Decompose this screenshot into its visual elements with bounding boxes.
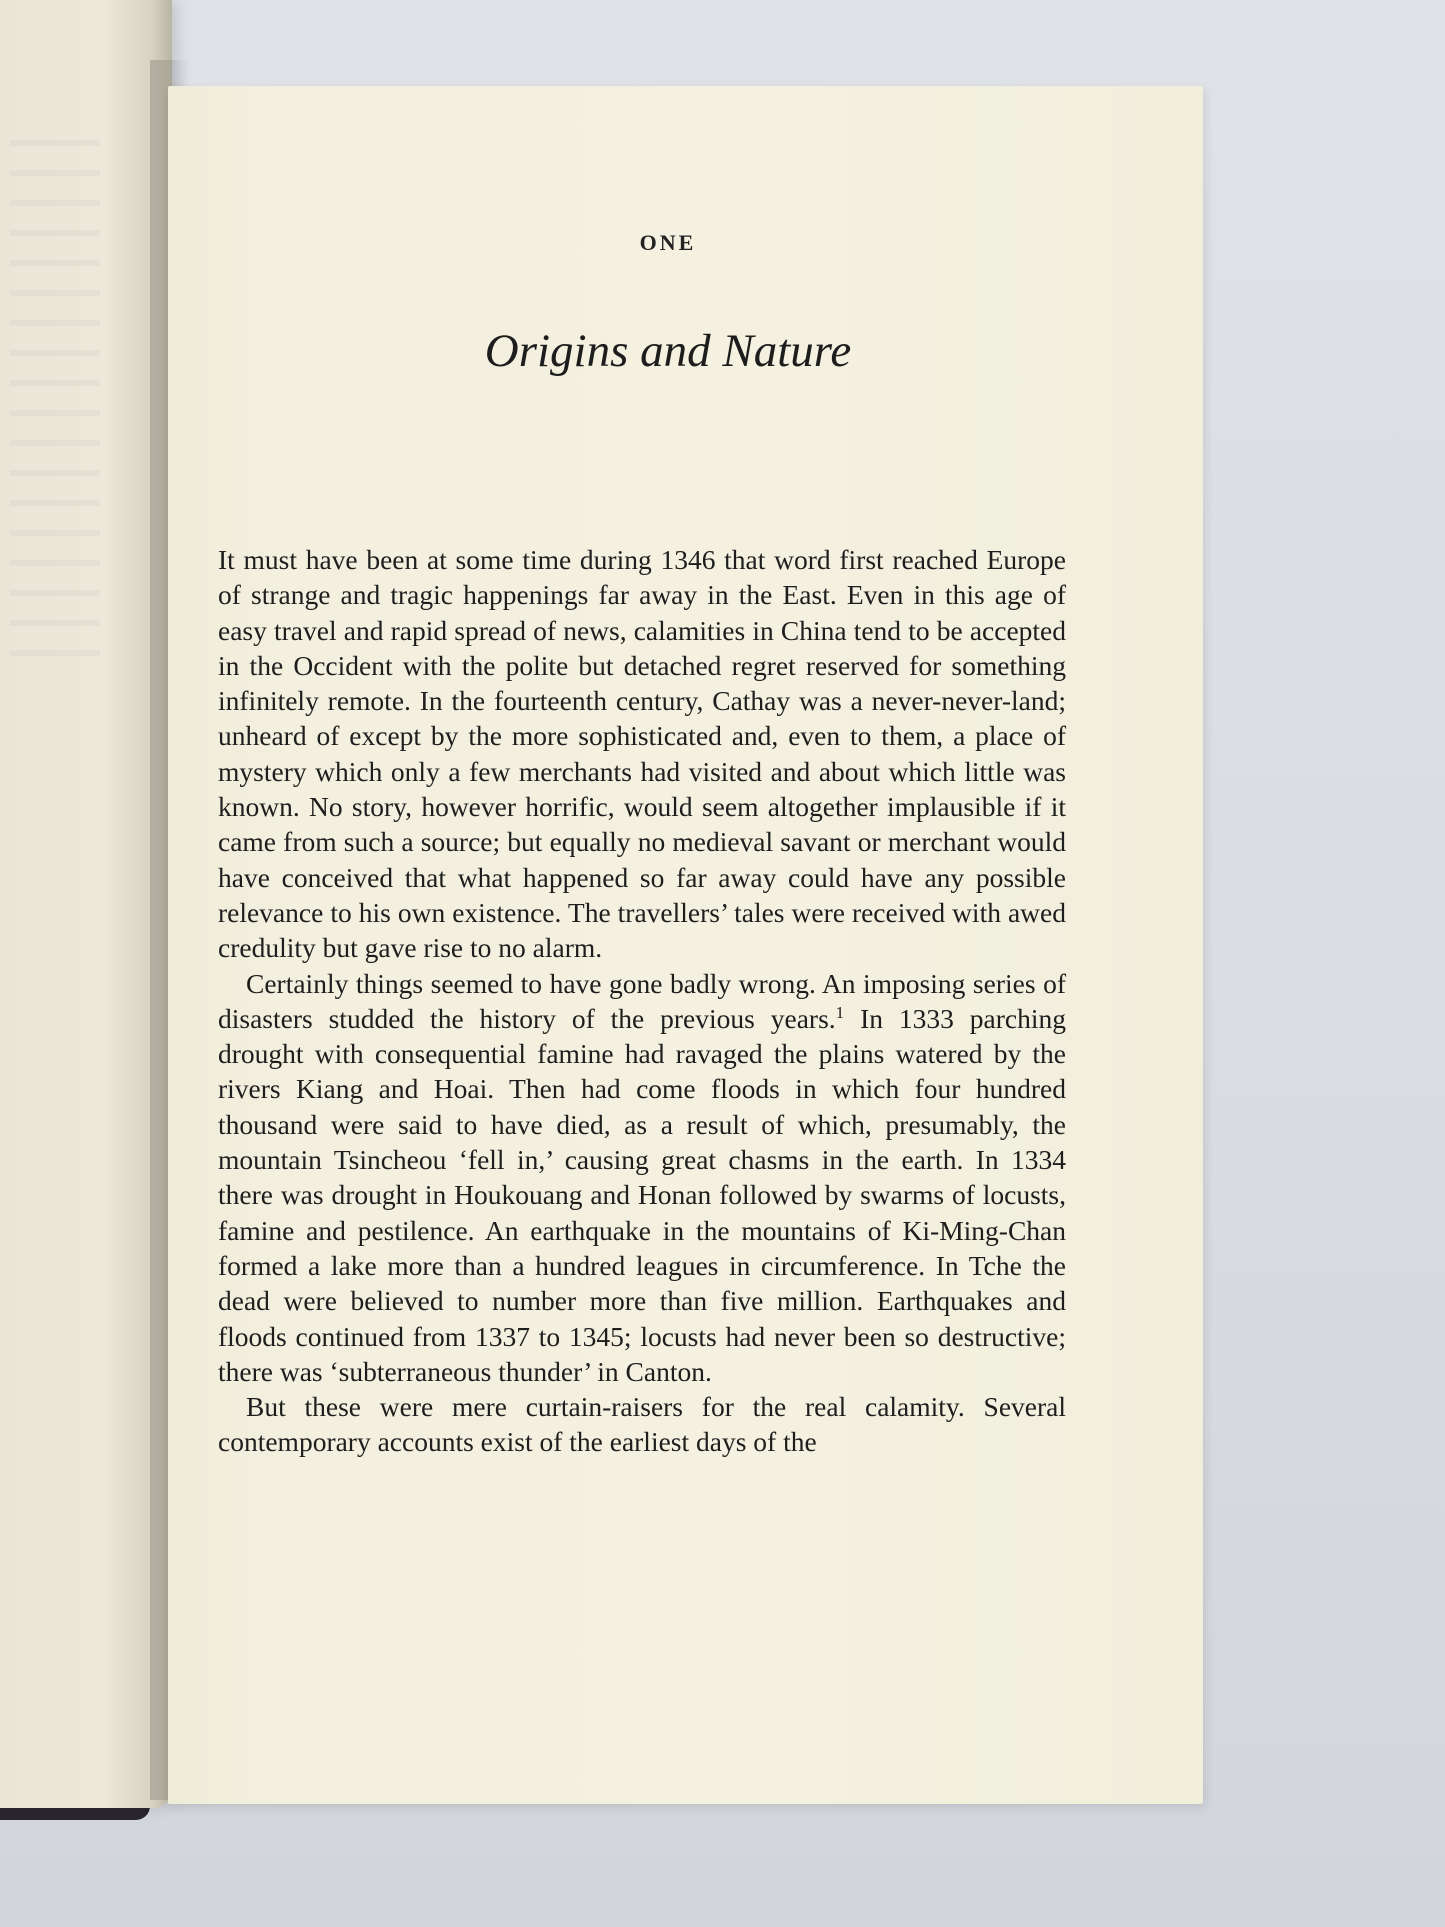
footnote-marker: 1 <box>835 1002 845 1022</box>
book-page <box>168 86 1203 1804</box>
paragraph-2-part-1: Certainly things seemed to have gone badly wrong. An imposing series of disasters studded the history of the previous years. <box>218 967 1066 1034</box>
paragraph-1: It must have been at some time during 1346 that word first reached Europe of strange and tragic happenings far away in the East. Even in this age of easy travel and rapid spread of news, calamities in China tend to be accepted in the Occident with the polite but detached regret reserved for something infinitely remote. In the fourteenth century, Cathay was a never-never-land; unheard of except by the more sophisticated and, even to them, a place of mystery which only a few merchants had visited and about which little was known. No story, however horrific, would seem altogether implausible if it came from such a source; but equally no medieval savant or merchant would have conceived that what happened so far away could have any possible relevance to his own existence. The travellers’ tales were received with awed credulity but gave rise to no alarm. <box>218 544 1066 964</box>
page-content <box>218 86 1118 1804</box>
paragraph-2-part-2: In 1333 parching drought with consequential famine had ravaged the plains watered by the rivers Kiang and Hoai. Then had come floods in which four hundred thousand were said to have died, as a result of which, presumably, the mountain Tsincheou ‘fell in,’ causing great chasms in the earth. In 1334 there was drought in Houkouang and Honan followed by swarms of locusts, famine and pestilence. An earthquake in the mountains of Ki-Ming-Chan formed a lake more than a hundred leagues in circumference. In Tche the dead were believed to number more than five million. Earthquakes and floods continued from 1337 to 1345; locusts had never been so destructive; there was ‘subterraneous thunder’ in Canton. <box>218 1002 1066 1387</box>
chapter-number: ONE <box>639 230 697 255</box>
paragraph-3: But these were mere curtain-raisers for the real calamity. Several contemporary accounts exist of the earliest days of the <box>218 1391 1066 1458</box>
chapter-body <box>218 542 1066 1460</box>
left-facing-page <box>0 0 172 1808</box>
paragraph-2 <box>218 966 1066 1390</box>
chapter-title: Origins and Nature <box>484 325 852 377</box>
